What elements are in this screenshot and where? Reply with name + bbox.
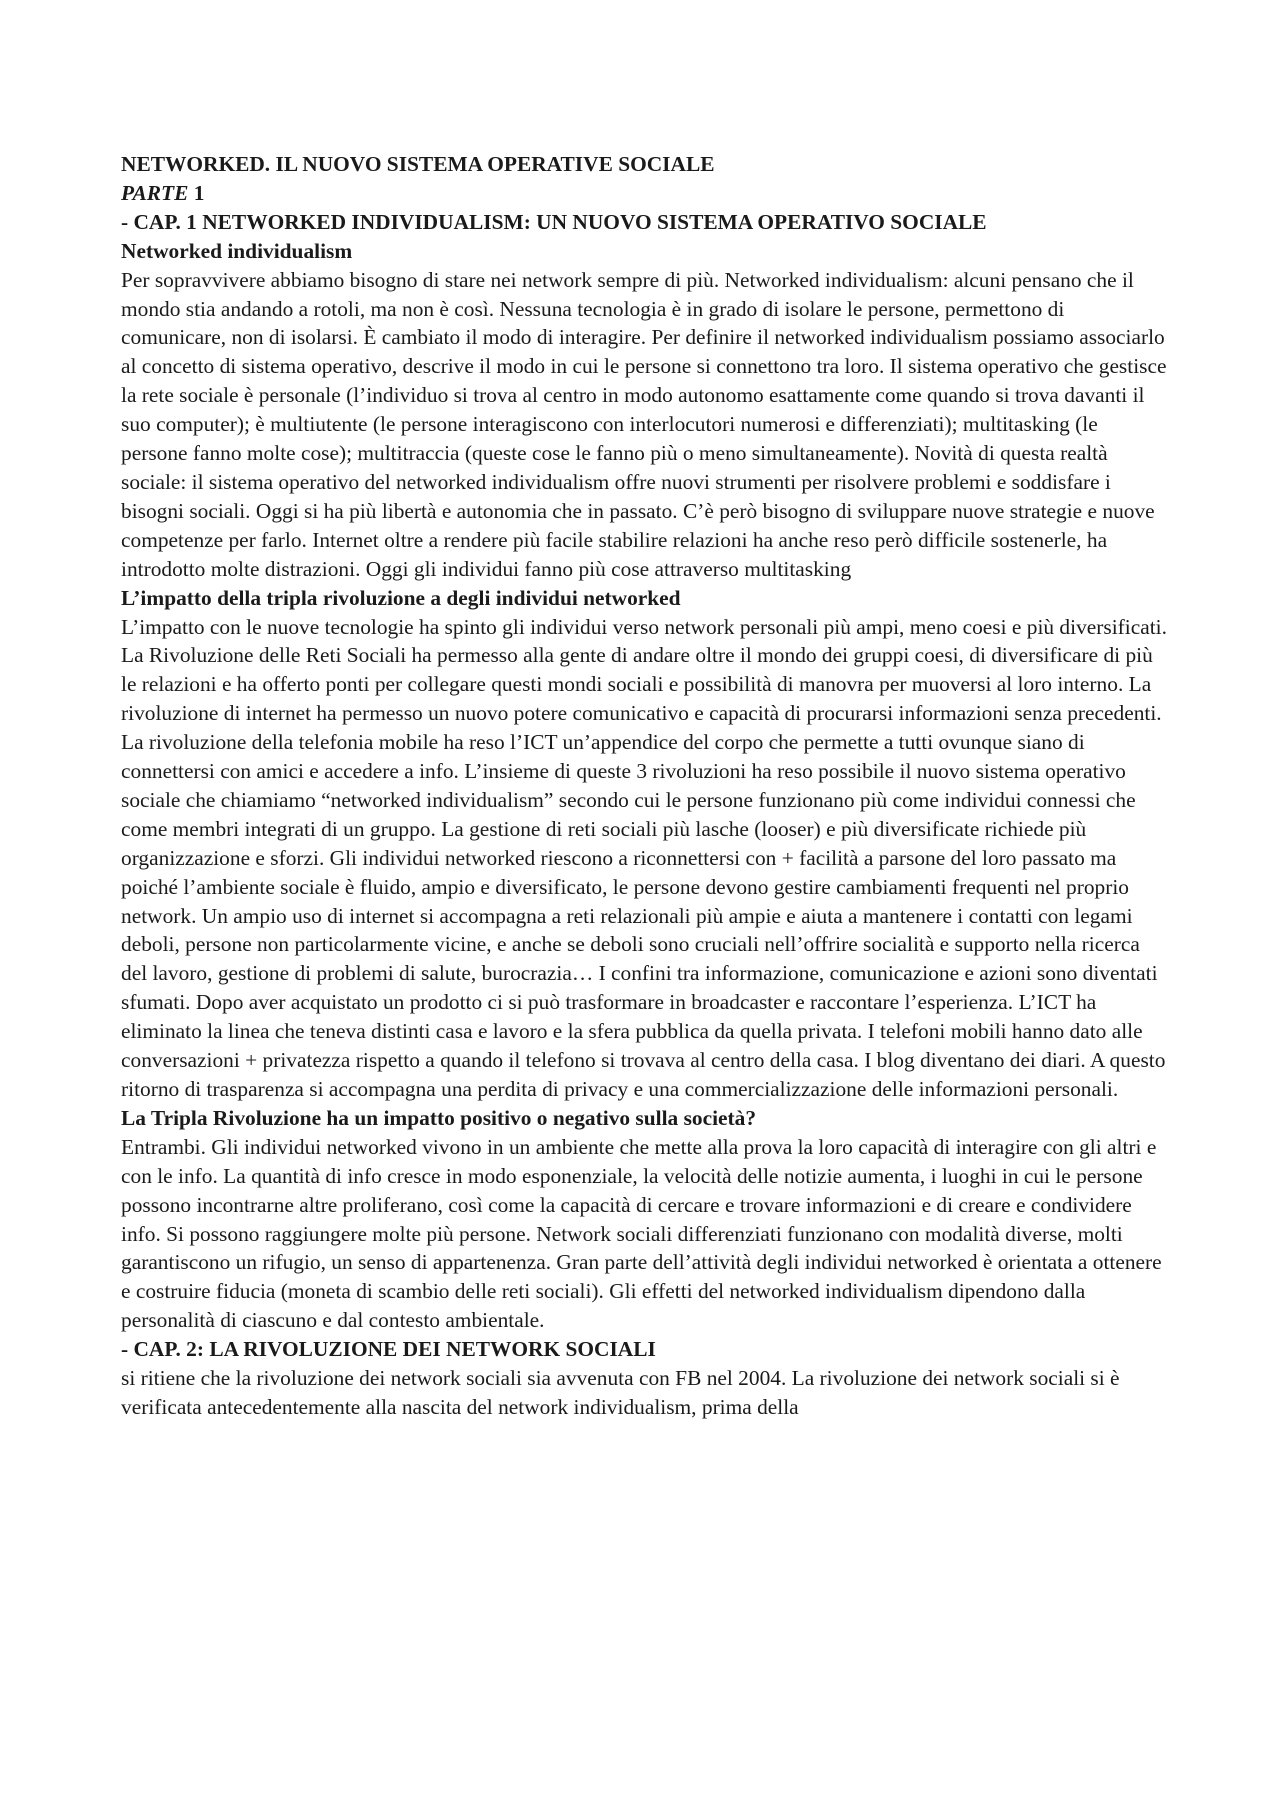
paragraph-rivoluzione-network-sociali: si ritiene che la rivoluzione dei network sociali sia avvenuta con FB nel 2004. La rivoluzione dei network sociali si è verificata antecedentemente alla nascita del network individualism, prima della (121, 1366, 1120, 1419)
part-number: 1 (193, 180, 205, 205)
section-heading-impatto-tripla-rivoluzione: L’impatto della tripla rivoluzione a degli individui networked (121, 585, 681, 610)
chapter-1-heading: - CAP. 1 NETWORKED INDIVIDUALISM: UN NUOVO SISTEMA OPERATIVO SOCIALE (121, 209, 987, 234)
section-heading-networked-individualism: Networked individualism (121, 238, 353, 263)
part-heading (121, 179, 1167, 208)
section-heading-impatto-positivo-negativo: La Tripla Rivoluzione ha un impatto positivo o negativo sulla società? (121, 1105, 757, 1130)
paragraph-networked-individualism: Per sopravvivere abbiamo bisogno di stare nei network sempre di più. Networked individualism: alcuni pensano che il mondo stia andando a rotoli, ma non è così. Nessuna tecnologia è in grado di isolare le persone, permettono di comunicare, non di isolarsi. È cambiato il modo di interagire. Per definire il networked individualism possiamo associarlo al concetto di sistema operativo, descrive il modo in cui le persone si connettono tra loro. Il sistema operativo che gestisce la rete sociale è personale (l’individuo si trova al centro in modo autonomo esattamente come quando si trova davanti il suo computer); è multiutente (le persone interagiscono con interlocutori numerosi e differenziati); multitasking (le persone fanno molte cose); multitraccia (queste cose le fanno più o meno simultaneamente). Novità di questa realtà sociale: il sistema operativo del networked individualism offre nuovi strumenti per risolvere problemi e soddisfare i bisogni sociali. Oggi si ha più libertà e autonomia che in passato. C’è però bisogno di sviluppare nuove strategie e nuove competenze per farlo. Internet oltre a rendere più facile stabilire relazioni ha anche reso però difficile sostenerle, ha introdotto molte distrazioni. Oggi gli individui fanno più cose attraverso multitasking (121, 267, 1167, 581)
paragraph-impatto-tripla-rivoluzione: L’impatto con le nuove tecnologie ha spinto gli individui verso network personali più ampi, meno coesi e più diversificati. La Rivoluzione delle Reti Sociali ha permesso alla gente di andare oltre il mondo dei gruppi coesi, di diversificare di più le relazioni e ha offerto ponti per collegare questi mondi sociali e possibilità di manovra per muoversi al loro interno. La rivoluzione di internet ha permesso un nuovo potere comunicativo e capacità di procurarsi informazioni senza precedenti. La rivoluzione della telefonia mobile ha reso l’ICT un’appendice del corpo che permette a tutti ovunque siano di connettersi con amici e accedere a info. L’insieme di queste 3 rivoluzioni ha reso possibile il nuovo sistema operativo sociale che chiamiamo “networked individualism” secondo cui le persone funzionano più come individui connessi che come membri integrati di un gruppo. La gestione di reti sociali più lasche (looser) e più diversificate richiede più organizzazione e sforzi. Gli individui networked riescono a riconnettersi con + facilità a parsone del loro passato ma poiché l’ambiente sociale è fluido, ampio e diversificato, le persone devono gestire cambiamenti frequenti nel proprio network. Un ampio uso di internet si accompagna a reti relazionali più ampie e aiuta a mantenere i contatti con legami deboli, persone non particolarmente vicine, e anche se deboli sono cruciali nell’offrire socialità e supporto nella ricerca del lavoro, gestione di problemi di salute, burocrazia… I confini tra informazione, comunicazione e azioni sono diventati sfumati. Dopo aver acquistato un prodotto ci si può trasformare in broadcaster e raccontare l’esperienza. L’ICT ha eliminato la linea che teneva distinti casa e lavoro e la sfera pubblica da quella privata. I telefoni mobili hanno dato alle conversazioni + privatezza rispetto a quando il telefono si trovava al centro della casa. I blog diventano dei diari. A questo ritorno di trasparenza si accompagna una perdita di privacy e una commercializzazione delle informazioni personali. (121, 614, 1167, 1101)
paragraph-impatto-positivo-negativo: Entrambi. Gli individui networked vivono in un ambiente che mette alla prova la loro capacità di interagire con gli altri e con le info. La quantità di info cresce in modo esponenziale, la velocità delle notizie aumenta, i luoghi in cui le persone possono incontrarne altre proliferano, così come la capacità di cercare e trovare informazioni e di creare e condividere info. Si possono raggiungere molte più persone. Network sociali differenziati funzionano con modalità diverse, molti garantiscono un rifugio, un senso di appartenenza. Gran parte dell’attività degli individui networked è orientata a ottenere e costruire fiducia (moneta di scambio delle reti sociali). Gli effetti del networked individualism dipendono dalla personalità di ciascuno e dal contesto ambientale. (121, 1134, 1162, 1333)
chapter-2-heading: - CAP. 2: LA RIVOLUZIONE DEI NETWORK SOCIALI (121, 1337, 656, 1362)
document-title: NETWORKED. IL NUOVO SISTEMA OPERATIVE SOCIALE (121, 152, 715, 176)
document-page (121, 150, 1167, 1422)
part-label: PARTE (121, 180, 189, 205)
